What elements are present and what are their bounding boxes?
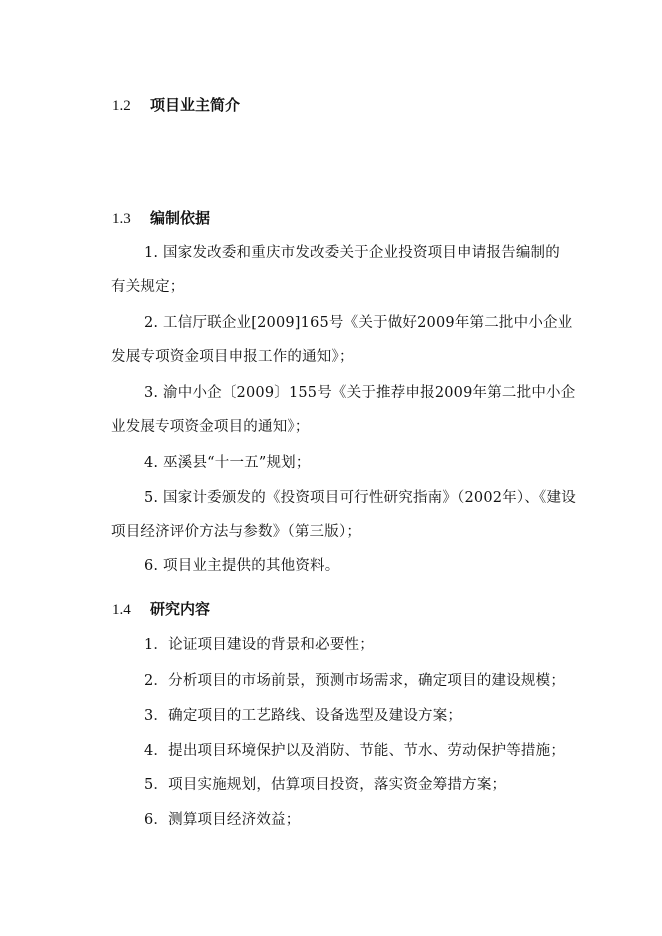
research-item-1: 1．论证项目建设的背景和必要性；	[144, 637, 374, 653]
basis-item-3-line-2: 业发展专项资金项目的通知》；	[111, 419, 310, 435]
basis-item-4: 4. 巫溪县“十一五”规划；	[144, 455, 311, 471]
basis-item-6: 6. 项目业主提供的其他资料。	[144, 558, 340, 574]
research-item-4: 4．提出项目环境保护以及消防、节能、节水、劳动保护等措施；	[144, 743, 566, 759]
basis-item-3-line-1: 3. 渝中小企〔2009〕155号《关于推荐申报2009年第二批中小企	[144, 385, 576, 401]
basis-item-1-line-1: 1. 国家发改委和重庆市发改委关于企业投资项目申请报告编制的	[144, 245, 560, 261]
research-item-2: 2．分析项目的市场前景，预测市场需求，确定项目的建设规模；	[144, 673, 566, 689]
research-item-5: 5．项目实施规划，估算项目投资，落实资金筹措方案；	[144, 777, 507, 793]
section-title: 项目业主简介	[150, 96, 241, 114]
section-number: 1.3	[112, 211, 131, 227]
section-heading-1-2	[112, 94, 240, 115]
section-number: 1.2	[112, 98, 131, 114]
research-item-3: 3．确定项目的工艺路线、设备选型及建设方案；	[144, 708, 463, 724]
section-title: 研究内容	[150, 600, 211, 618]
basis-item-2-line-1: 2. 工信厅联企业[2009]165号《关于做好2009年第二批中小企业	[144, 315, 573, 331]
basis-item-5-line-1: 5. 国家计委颁发的《投资项目可行性研究指南》（2002年）、《建设	[144, 490, 576, 506]
basis-item-1-line-2: 有关规定；	[111, 279, 185, 295]
research-item-6: 6．测算项目经济效益；	[144, 812, 301, 828]
section-heading-1-4	[112, 598, 210, 619]
section-heading-1-3	[112, 207, 210, 228]
basis-item-2-line-2: 发展专项资金项目申报工作的通知》；	[111, 349, 354, 365]
section-number: 1.4	[112, 602, 131, 618]
section-title: 编制依据	[150, 209, 211, 227]
basis-item-5-line-2: 项目经济评价方法与参数》（第三版）；	[111, 524, 362, 540]
